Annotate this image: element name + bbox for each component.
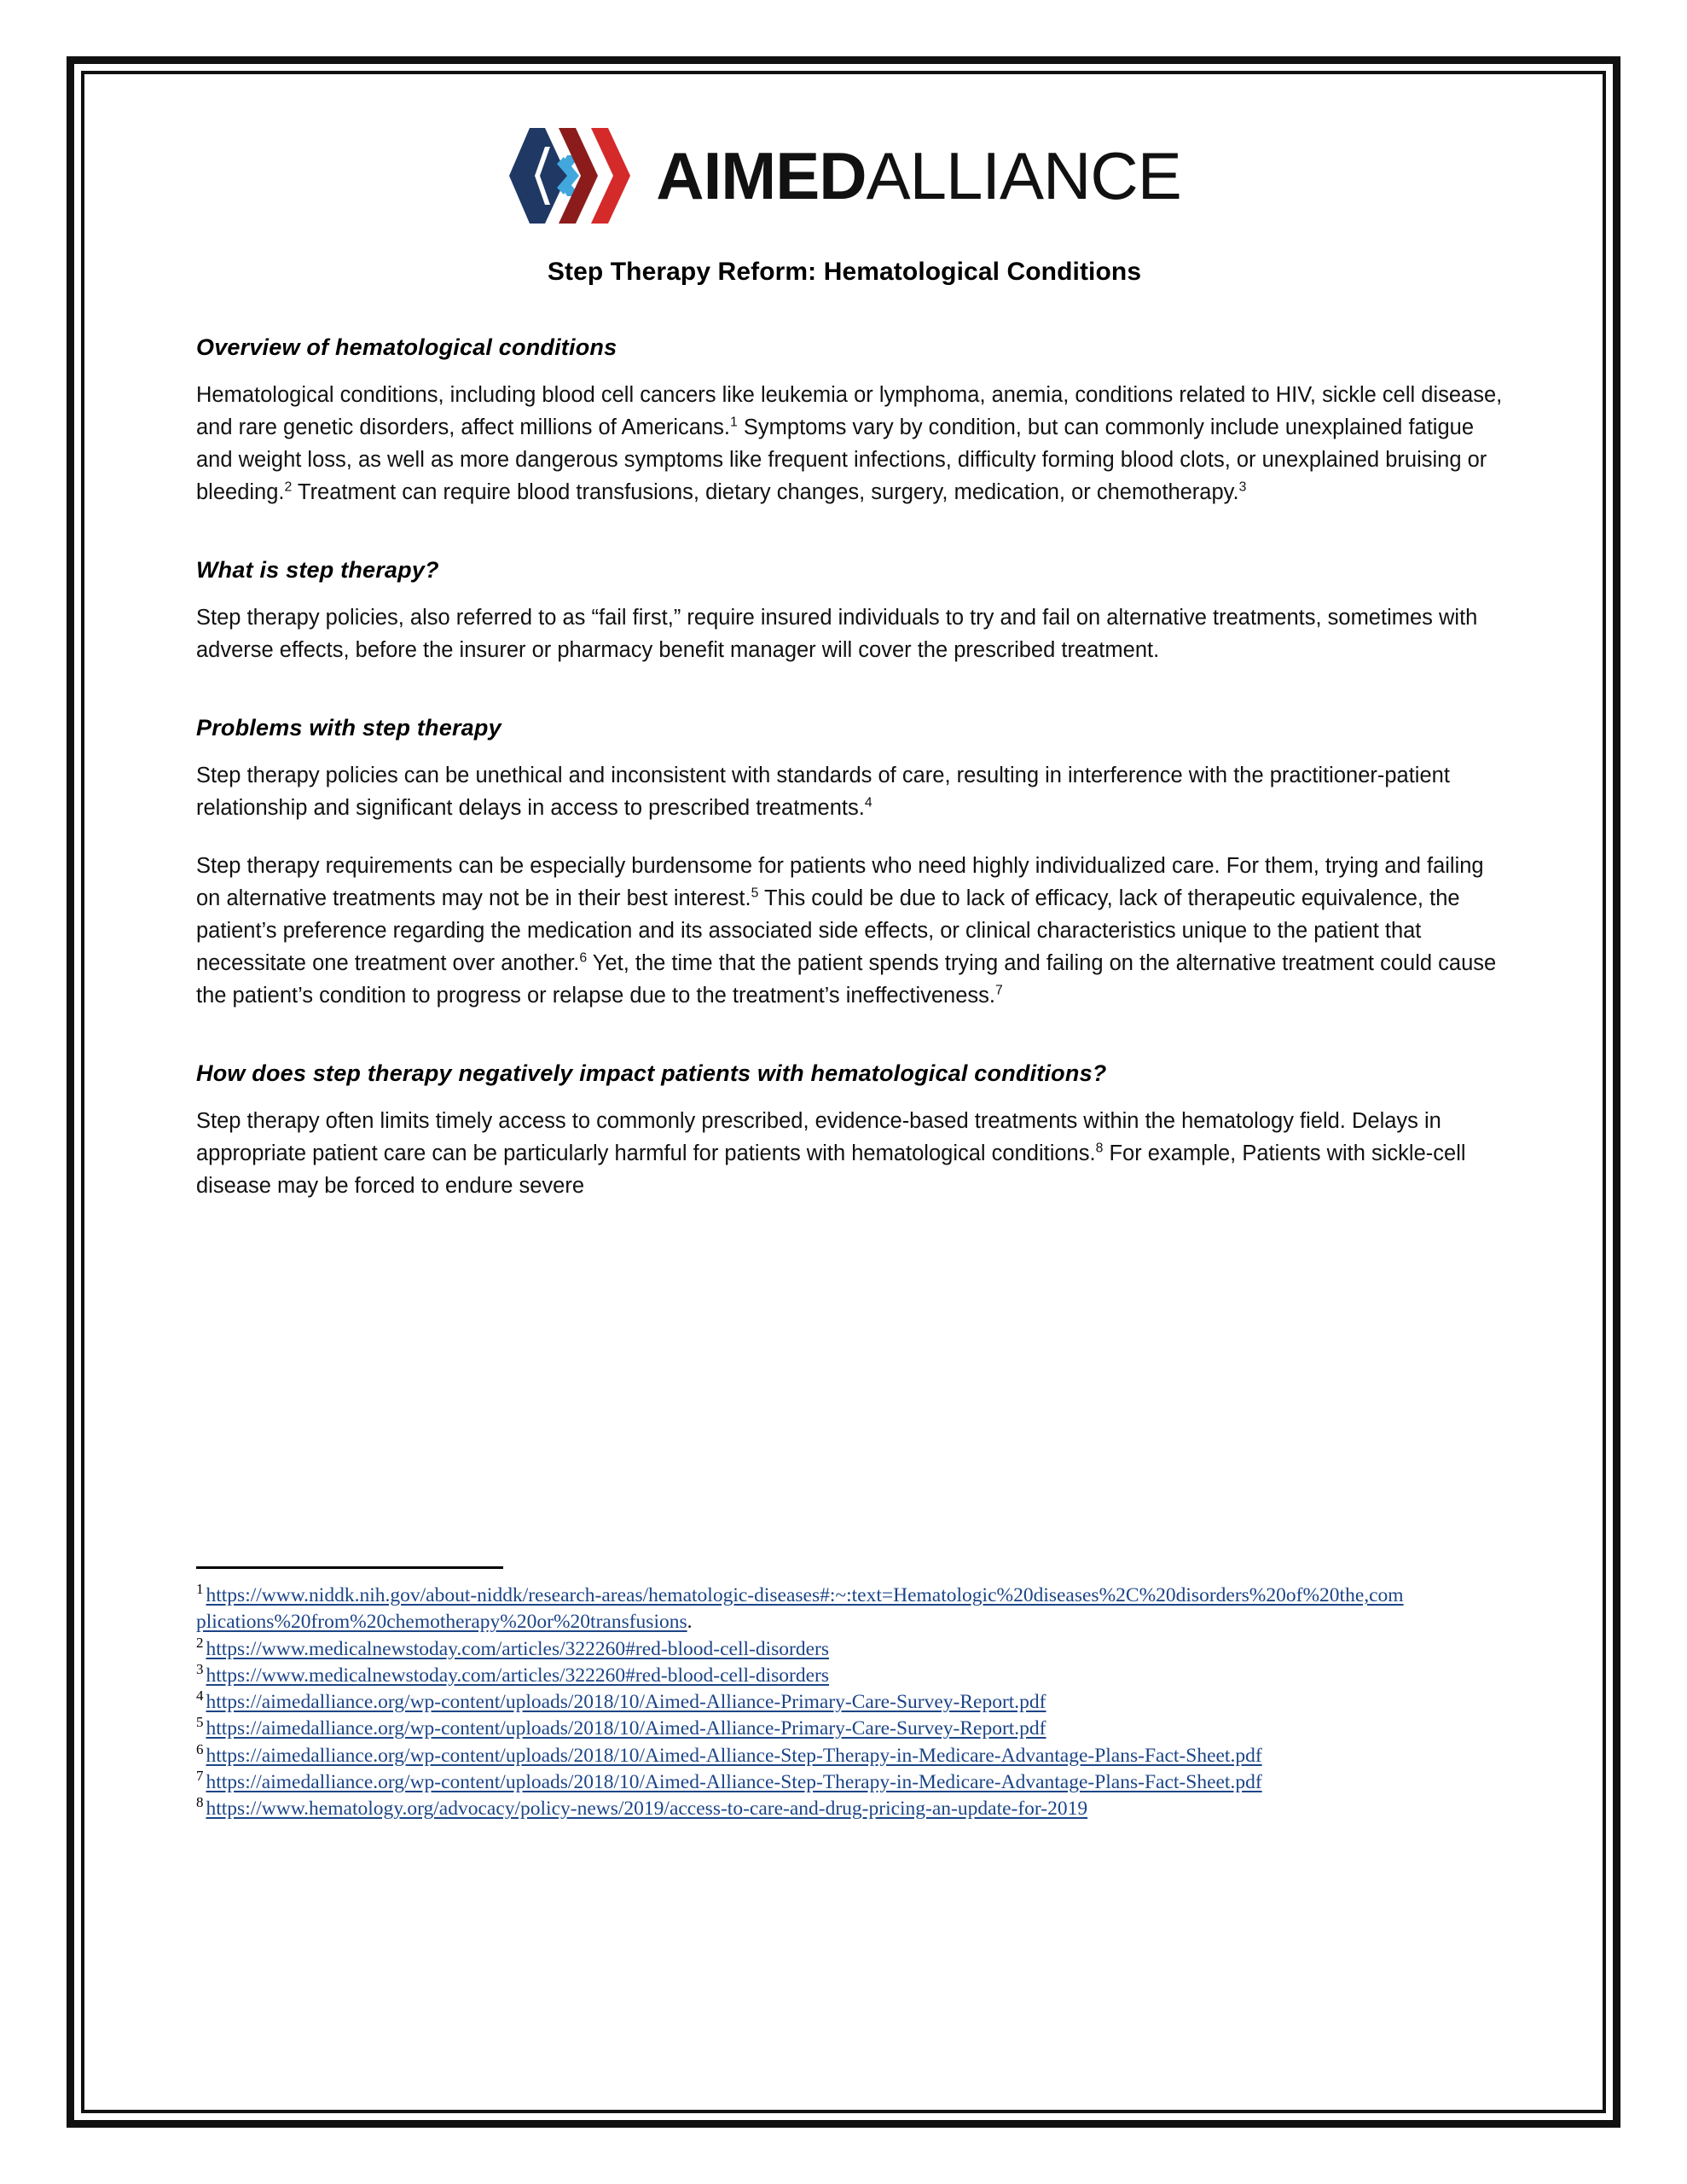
footnote-number: 1 xyxy=(196,1581,204,1598)
section-heading: What is step therapy? xyxy=(196,556,439,583)
footnote-reference[interactable]: 7 xyxy=(995,983,1003,998)
aimed-alliance-chevron-logo-icon xyxy=(507,126,642,225)
footnote-item xyxy=(196,1796,1407,1822)
footnote-reference[interactable]: 3 xyxy=(1238,479,1247,495)
footnote-number: 6 xyxy=(196,1740,204,1757)
section-spacer xyxy=(196,509,1508,557)
logo-word-alliance: ALLIANCE xyxy=(866,138,1181,213)
footnotes-block xyxy=(196,1566,1407,1822)
section-heading: How does step therapy negatively impact patients with hematological conditions? xyxy=(196,1060,1107,1086)
section-spacer xyxy=(196,667,1508,715)
footnote-item xyxy=(196,1716,1407,1742)
footnote-trailing-punctuation: . xyxy=(687,1611,693,1634)
footnote-number: 5 xyxy=(196,1714,204,1731)
footnote-reference[interactable]: 1 xyxy=(730,415,738,430)
section-heading: Problems with step therapy xyxy=(196,714,501,741)
body-paragraph: Step therapy requirements can be especially burdensome for patients who need highly individualized care. For them, trying and failing on alternative treatments may not be in their best interest.$^5$ This could be due to lack of efficacy, lack of therapeutic equivalence, the patient’s preference regarding the medication and its associated side effects, or clinical characteristics unique to the patient that necessitate one treatment over another.$^6$ Yet, the time that the patient spends trying and failing on the alternative treatment could cause the patient’s condition to progress or relapse due to the treatment’s ineffectiveness.$^7$ xyxy=(196,853,1497,1008)
footnote-item xyxy=(196,1636,1407,1663)
footnote-number: 3 xyxy=(196,1660,204,1677)
footnote-number: 8 xyxy=(196,1794,204,1811)
footnote-separator-rule xyxy=(196,1566,503,1569)
footnote-item xyxy=(196,1740,1407,1769)
footnote-link[interactable]: https://aimedalliance.org/wp-content/uploads/2018/10/Aimed-Alliance-Step-Therapy-in-Medicare-Advantage-Plans-Fact-Sheet.pdf xyxy=(206,1770,1262,1793)
footnote-reference[interactable]: 6 xyxy=(579,950,588,966)
footnote-number: 4 xyxy=(196,1687,204,1705)
footnote-reference[interactable]: 4 xyxy=(864,795,872,810)
footnote-item xyxy=(196,1583,1407,1636)
footnote-link[interactable]: https://www.medicalnewstoday.com/articles/322260#red-blood-cell-disorders xyxy=(206,1637,829,1660)
logo-wordmark xyxy=(656,138,1181,213)
section-spacer xyxy=(196,1013,1508,1060)
document-body xyxy=(119,334,1569,1203)
footnote-reference[interactable]: 2 xyxy=(284,479,293,495)
body-paragraph: Step therapy policies, also referred to as “fail first,” require insured individuals to try and fail on alternative treatments, sometimes with adverse effects, before the insurer or pharmacy benefit manager will cover the prescribed treatment. xyxy=(196,605,1478,662)
footnote-link[interactable]: https://aimedalliance.org/wp-content/uploads/2018/10/Aimed-Alliance-Primary-Care-Survey-Report.pdf xyxy=(206,1717,1046,1740)
footnote-number: 2 xyxy=(196,1634,204,1651)
footnote-item xyxy=(196,1769,1407,1796)
footnote-reference[interactable]: 8 xyxy=(1095,1141,1104,1156)
footnote-link[interactable]: https://www.medicalnewstoday.com/articles/322260#red-blood-cell-disorders xyxy=(206,1664,829,1687)
footnote-link[interactable]: https://aimedalliance.org/wp-content/uploads/2018/10/Aimed-Alliance-Step-Therapy-in-Medicare-Advantage-Plans-Fact-Sheet.pdf xyxy=(206,1744,1262,1767)
body-paragraph: Step therapy policies can be unethical and inconsistent with standards of care, resulting in interference with the practitioner-patient relationship and significant delays in access to prescribed treatments.$^4$ xyxy=(196,763,1450,820)
footnote-item xyxy=(196,1660,1407,1689)
body-paragraph: Hematological conditions, including blood cell cancers like leukemia or lymphoma, anemia, conditions related to HIV, sickle cell disease, and rare genetic disorders, affect millions of Americans.$^1$ Symptoms vary by condition, but can commonly include unexplained fatigue and weight loss, as well as more dangerous symptoms like frequent infections, difficulty forming blood clots, or unexplained bruising or bleeding.$^2$ Treatment can require blood transfusions, dietary changes, surgery, medication, or chemotherapy.$^3$ xyxy=(196,383,1503,504)
body-paragraph: Step therapy often limits timely access to commonly prescribed, evidence-based treatments within the hematology field. Delays in appropriate patient care can be particularly harmful for patients with hematological conditions.$^8$ For example, Patients with sickle-cell disease may be forced to endure severe xyxy=(196,1108,1466,1198)
organization-logo xyxy=(119,125,1569,227)
footnote-link[interactable]: https://www.hematology.org/advocacy/policy-news/2019/access-to-care-and-drug-pricing-an-update-for-2019 xyxy=(206,1798,1088,1820)
footnote-link[interactable]: https://www.niddk.nih.gov/about-niddk/research-areas/hematologic-diseases#:~:text=Hematologic%20diseases%2C%20disorders%20of%20the,complications%20from%20chemotherapy%20or%20transfusions xyxy=(196,1584,1404,1634)
document-title: Step Therapy Reform: Hematological Conditions xyxy=(547,258,1142,286)
footnote-reference[interactable]: 5 xyxy=(751,886,759,901)
footnote-number: 7 xyxy=(196,1767,204,1784)
footnote-link[interactable]: https://aimedalliance.org/wp-content/uploads/2018/10/Aimed-Alliance-Primary-Care-Survey-Report.pdf xyxy=(206,1691,1046,1713)
logo-word-aimed: AIMED xyxy=(656,138,867,213)
footnote-item xyxy=(196,1689,1407,1716)
section-heading: Overview of hematological conditions xyxy=(196,334,617,360)
